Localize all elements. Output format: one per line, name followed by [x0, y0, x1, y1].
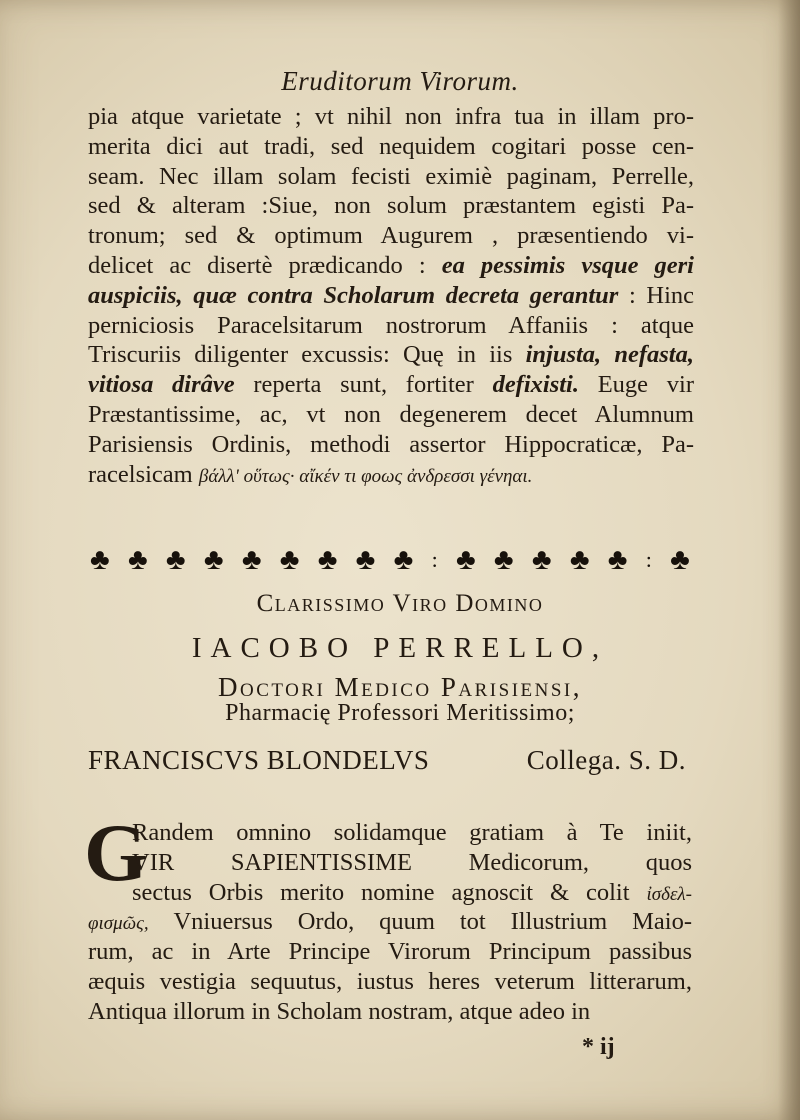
fleuron-icon: ♣	[607, 543, 628, 576]
fleuron-icon: ♣	[455, 543, 476, 576]
running-head: Eruditorum Virorum.	[281, 66, 519, 96]
body-line	[88, 967, 692, 997]
greek-text: βάλλ' οὕτως· αἴκέν τι φοως ἀνδρεσσι γένηαι.	[198, 465, 533, 487]
text-segment: æquis vestigia sequutus, iustus heres veterum litterarum,	[88, 967, 692, 995]
text-segment: VIR SAPIENTISSIME Medicorum, quos	[132, 848, 692, 876]
italic-text: vitiosa dirâve	[88, 371, 235, 399]
ornament-separator: :	[431, 547, 438, 572]
fleuron-icon: ♣	[493, 543, 514, 576]
text-line	[88, 340, 694, 370]
text-line	[88, 281, 694, 311]
text-segment: reperta sunt, fortiter	[234, 371, 493, 399]
fleuron-icon: ♣	[670, 543, 690, 576]
text-segment: merita dici aut tradi, sed nequidem cogitari posse cen-	[88, 132, 694, 160]
text-segment: : Hinc	[618, 281, 695, 309]
text-line	[88, 191, 694, 221]
text-segment: racelsicam	[88, 460, 199, 488]
dedication-line-4: Pharmacię Professori Meritissimo;	[225, 700, 575, 726]
drop-cap: G	[84, 807, 148, 898]
ornament-separator: :	[645, 547, 652, 572]
text-line	[88, 251, 694, 281]
greek-text: ἰσδελ-	[646, 883, 692, 905]
italic-text: ea pessimis vsque geri	[441, 251, 694, 279]
text-line	[88, 162, 694, 192]
fleuron-icon: ♣	[317, 543, 338, 576]
text-segment: rum, ac in Arte Principe Virorum Principum passibus	[88, 938, 692, 966]
text-line	[88, 460, 694, 490]
text-segment: sed & alteram :Siue, non solum præstantem egisti Pa-	[88, 192, 694, 220]
text-line	[88, 132, 694, 162]
text-line	[88, 311, 694, 341]
fleuron-icon: ♣	[355, 543, 376, 576]
text-segment: Euge vir	[578, 371, 694, 399]
text-line	[88, 221, 694, 251]
body-line	[88, 878, 692, 908]
dedication-author: FRANCISCVS BLONDELVS	[88, 745, 430, 775]
dedication-greeting: Collega. S. D.	[526, 745, 686, 775]
fleuron-icon: ♣	[531, 543, 552, 576]
italic-text: auspiciis, quæ contra Scholarum decreta gerantur	[88, 281, 619, 309]
fleuron-icon: ♣	[279, 543, 300, 576]
fleuron-icon: ♣	[165, 543, 186, 576]
page-gutter-shadow	[778, 0, 800, 1120]
body-line	[88, 907, 692, 937]
fleuron-icon: ♣	[203, 543, 224, 576]
top-paragraph	[88, 102, 694, 489]
fleuron-icon: ♣	[393, 543, 414, 576]
text-segment: pia atque varietate ; vt nihil non infra tua in illam pro-	[88, 103, 694, 130]
text-line	[88, 370, 694, 400]
dedication-line-1: Clarissimo Viro Domino	[256, 590, 544, 617]
fleuron-icon: ♣	[90, 543, 110, 576]
text-segment: Triscuriis diligenter excussis: Quę in iis	[88, 341, 526, 369]
ornament-divider	[90, 540, 690, 580]
body-line	[88, 818, 692, 848]
dedication-line-3: Doctori Medico Parisiensi,	[217, 672, 583, 702]
text-segment: tronum; sed & optimum Augurem , præsentiendo vi-	[88, 222, 694, 250]
fleuron-icon: ♣	[569, 543, 590, 576]
text-segment: Parisiensis Ordinis, methodi assertor Hippocraticæ, Pa-	[88, 430, 694, 458]
dedication-recipient-name: IACOBO PERRELLO,	[191, 632, 609, 664]
fleuron-icon: ♣	[241, 543, 262, 576]
letter-body	[88, 818, 692, 1027]
text-segment: Randem omnino solidamque gratiam à Te iniit,	[132, 819, 692, 846]
body-line	[88, 997, 692, 1027]
text-segment: Præstantissime, ac, vt non degenerem decet Alumnum	[88, 400, 694, 428]
body-line	[88, 937, 692, 967]
text-segment: Antiqua illorum in Scholam nostram, atque adeo in	[88, 997, 591, 1025]
body-line	[88, 848, 692, 878]
fleuron-icon: ♣	[127, 543, 148, 576]
italic-text: injusta, nefasta,	[525, 341, 694, 369]
italic-text: defixisti.	[492, 371, 579, 399]
text-line	[88, 400, 694, 430]
text-segment: perniciosis Paracelsitarum nostrorum Affaniis : atque	[88, 311, 694, 339]
signature-mark: * ij	[582, 1034, 615, 1060]
text-segment: Vniuersus Ordo, quum tot Illustrium Maio-	[148, 908, 692, 936]
text-segment: sectus Orbis merito nomine agnoscit & colit	[132, 878, 647, 906]
text-segment: seam. Nec illam solam fecisti eximiè paginam, Perrelle,	[88, 162, 694, 190]
text-line	[88, 430, 694, 460]
text-line	[88, 102, 694, 132]
text-segment: delicet ac disertè prædicando :	[88, 251, 442, 279]
greek-text: φισμῶς,	[88, 913, 149, 935]
dedication-author-line	[88, 745, 686, 776]
